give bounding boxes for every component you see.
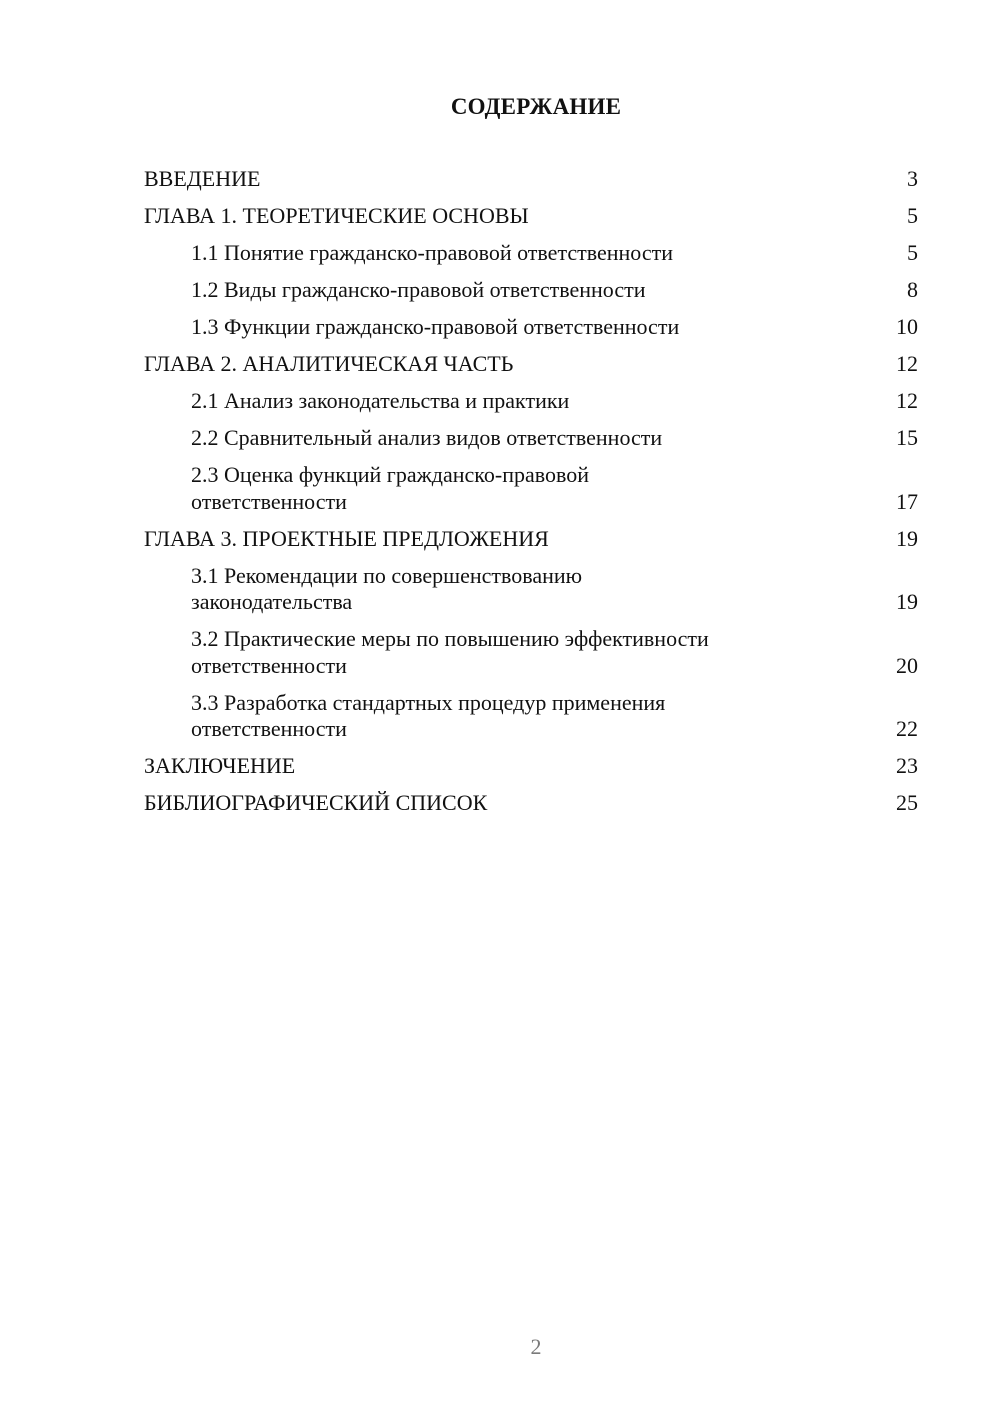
toc-entry-text: 1.2 Виды гражданско-правовой ответственности xyxy=(191,277,646,302)
toc-entry-section-1-1[interactable] xyxy=(144,240,920,267)
toc-entry-text: 1.1 Понятие гражданско-правовой ответственности xyxy=(191,240,673,265)
toc-entry-page: 3 xyxy=(907,166,918,191)
toc-entry-page: 5 xyxy=(907,203,918,228)
toc-entry-page: 12 xyxy=(896,351,918,376)
toc-entry-section-2-2[interactable] xyxy=(144,425,920,452)
toc-entry-page: 15 xyxy=(896,425,918,450)
page-title: СОДЕРЖАНИЕ xyxy=(450,94,622,119)
toc-entry-section-3-3[interactable] xyxy=(144,690,920,743)
toc-entry-page: 5 xyxy=(907,240,918,265)
toc-entry-page: 10 xyxy=(896,314,918,339)
toc-entry-text: ГЛАВА 1. ТЕОРЕТИЧЕСКИЕ ОСНОВЫ xyxy=(144,203,529,228)
toc-entry-section-1-2[interactable] xyxy=(144,277,920,304)
toc-entry-page: 19 xyxy=(896,589,918,614)
toc-entry-page: 19 xyxy=(896,525,918,551)
toc-entry-text: 3.1 Рекомендации по совершенствованию законодательства xyxy=(191,562,583,614)
toc-entry-text: 2.1 Анализ законодательства и практики xyxy=(191,388,570,413)
toc-entry-page: 23 xyxy=(896,753,918,778)
toc-entry-bibliography[interactable] xyxy=(144,790,920,817)
toc-entry-text: 2.3 Оценка функций гражданско-правовой ответственности xyxy=(191,462,589,514)
toc-entry-page: 25 xyxy=(896,790,918,815)
toc-entry-chapter-3[interactable] xyxy=(144,526,920,553)
toc-entry-section-3-1[interactable] xyxy=(144,563,920,616)
toc-entry-text: 3.3 Разработка стандартных процедур применения ответственности xyxy=(191,689,666,741)
toc-entry-text: ВВЕДЕНИЕ xyxy=(144,166,261,191)
toc-entry-text: 2.2 Сравнительный анализ видов ответственности xyxy=(191,425,663,450)
toc-entry-page: 8 xyxy=(907,277,918,302)
toc-entry-text: 1.3 Функции гражданско-правовой ответственности xyxy=(191,314,680,339)
toc-entry-section-1-3[interactable] xyxy=(144,314,920,341)
toc-entry-text: ГЛАВА 3. ПРОЕКТНЫЕ ПРЕДЛОЖЕНИЯ xyxy=(144,525,549,551)
toc-entry-section-2-3[interactable] xyxy=(144,462,920,515)
toc-entry-section-3-2[interactable] xyxy=(144,626,920,679)
table-of-contents xyxy=(144,166,920,827)
toc-entry-text: ГЛАВА 2. АНАЛИТИЧЕСКАЯ ЧАСТЬ xyxy=(144,351,514,376)
toc-entry-introduction[interactable] xyxy=(144,166,920,193)
toc-entry-text: БИБЛИОГРАФИЧЕСКИЙ СПИСОК xyxy=(144,790,488,815)
toc-entry-page: 17 xyxy=(896,488,918,514)
toc-entry-chapter-2[interactable] xyxy=(144,351,920,378)
toc-entry-section-2-1[interactable] xyxy=(144,388,920,415)
toc-entry-text: 3.2 Практические меры по повышению эффективности ответственности xyxy=(191,626,709,678)
toc-entry-conclusion[interactable] xyxy=(144,753,920,780)
toc-entry-page: 12 xyxy=(896,388,918,413)
page-number: 2 xyxy=(530,1334,542,1359)
toc-entry-text: ЗАКЛЮЧЕНИЕ xyxy=(144,753,296,778)
toc-entry-page: 20 xyxy=(896,652,918,678)
toc-entry-page: 22 xyxy=(896,716,918,741)
toc-entry-chapter-1[interactable] xyxy=(144,203,920,230)
